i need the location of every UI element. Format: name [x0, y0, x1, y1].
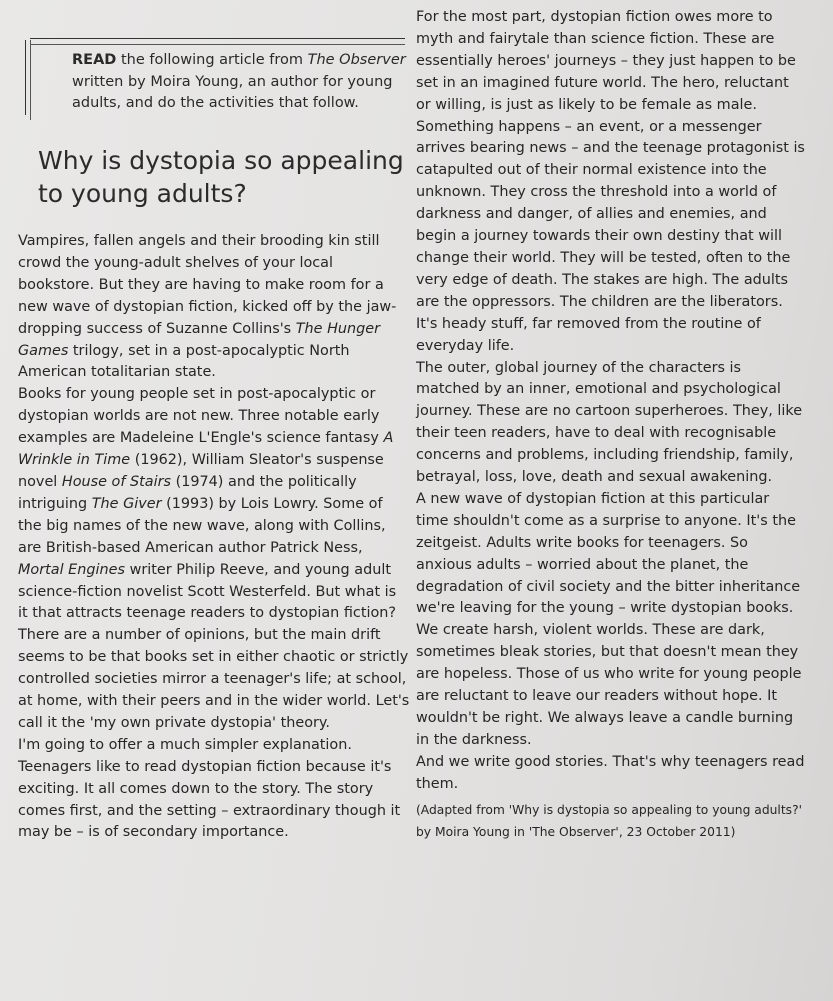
paragraph-7: A new wave of dystopian fiction at this particular time shouldn't come as a surprise to anyone. It's the zeitgeist. Adults write books for teenagers. So anxious adults – worried about the planet, the degradation of civil society and the bitter inheritance we're leaving for the young – write dystopian books.: [416, 490, 801, 617]
book-title-the-giver: The Giver: [91, 495, 162, 512]
paragraph-1-text-a: Vampires, fallen angels and their brooding kin still crowd the young-adult shelves of your local bookstore. But they are having to make room for a new wave of dystopian fiction, kicked off by the jaw-dropping success of Suzanne Collins's: [18, 233, 397, 337]
paragraph-5: For the most part, dystopian fiction owes more to myth and fairytale than science fiction. These are essentially heroes' journeys – they just happen to be set in an imagined future world. The hero, reluctant or willing, is just as likely to be female as male. Something happens – an event, or a messenger arrives bearing news – and the teenage protagonist is catapulted out of their normal existence into the unknown. They cross the threshold into a world of darkness and danger, of allies and enemies, and begin a journey towards their own destiny that will change their world. They will be tested, often to the very edge of death. The stakes are high. The adults are the oppressors. The children are the liberators. It's heady stuff, far removed from the routine of everyday life.: [416, 9, 805, 354]
article-left-column: [18, 231, 410, 844]
box-top-rule-inner: [30, 44, 405, 45]
book-title-mortal-engines: Mortal Engines: [18, 561, 125, 578]
paragraph-9: And we write good stories. That's why teenagers read them.: [416, 753, 805, 792]
paragraph-2-text-b: (1962), William Sleator's suspense novel: [18, 452, 384, 490]
paragraph-2-text-c: (1974) and the politically intriguing: [18, 473, 357, 512]
paragraph-1: [18, 231, 410, 384]
source-citation: (Adapted from 'Why is dystopia so appealing to young adults?' by Moira Young in 'The Observer', 23 October 2011): [416, 802, 802, 839]
book-title-house-of-stairs: House of Stairs: [61, 473, 171, 490]
publication-name: The Observer: [307, 52, 406, 68]
paragraph-2: [18, 384, 410, 625]
activity-instruction: [72, 50, 412, 115]
paragraph-2-text-e: writer Philip Reeve, and young adult science-fiction novelist Scott Westerfeld. But what is it that attracts teenage readers to dystopian fiction?: [18, 561, 397, 622]
paragraph-3: There are a number of opinions, but the main drift seems to be that books set in either chaotic or strictly controlled societies mirror a teenager's life; at school, at home, with their peers and in the wider world. Let's call it the 'my own private dystopia' theory.: [18, 627, 410, 731]
paragraph-2-text-a: Books for young people set in post-apocalyptic or dystopian worlds are not new. Three notable early examples are Madeleine L'Engle's science fantasy: [18, 386, 384, 447]
box-left-rule-inner: [30, 40, 31, 120]
paragraph-1-text-b: trilogy, set in a post-apocalyptic North American totalitarian state.: [18, 342, 350, 381]
box-left-rule: [25, 40, 26, 115]
book-title-wrinkle-in-time: A Wrinkle in Time: [18, 430, 394, 469]
article-right-column: [416, 7, 806, 843]
paragraph-2-text-d: (1993) by Lois Lowry. Some of the big names of the new wave, along with Collins, are British-based American author Patrick Ness,: [18, 495, 386, 556]
read-label: READ: [72, 52, 117, 68]
book-title-hunger-games: The Hunger Games: [18, 320, 381, 359]
paragraph-8: We create harsh, violent worlds. These are dark, sometimes bleak stories, but that doesn't mean they are hopeless. Those of us who write for young people are reluctant to leave our readers without hope. It wouldn't be right. We always leave a candle burning in the darkness.: [416, 622, 802, 748]
instruction-text-2: written by Moira Young, an author for young adults, and do the activities that follow.: [72, 73, 393, 111]
instruction-text-1: the following article from: [116, 52, 308, 68]
box-top-rule: [30, 38, 405, 39]
paragraph-4: I'm going to offer a much simpler explanation. Teenagers like to read dystopian fiction because it's exciting. It all comes down to the story. The story comes first, and the setting – extraordinary though it may be – is of secondary importance.: [18, 736, 401, 841]
paragraph-6: The outer, global journey of the characters is matched by an inner, emotional and psychological journey. These are no cartoon superheroes. They, like their teen readers, have to deal with recognisable concerns and problems, including friendship, family, betrayal, loss, love, death and sexual awakening.: [416, 359, 803, 486]
article-title: Why is dystopia so appealing to young adults?: [38, 146, 404, 208]
